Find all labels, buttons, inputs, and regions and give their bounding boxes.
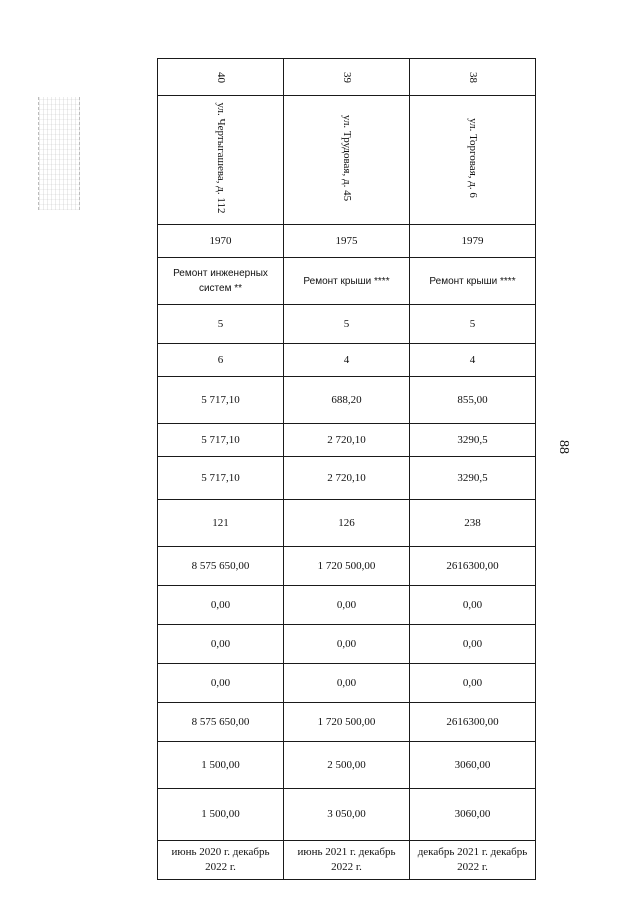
table-cell: 8 575 650,00 [158, 547, 284, 586]
table-cell: 4 [284, 344, 410, 377]
table-cell: 4 [410, 344, 536, 377]
table-cell: 0,00 [284, 664, 410, 703]
column-number-row [158, 59, 536, 96]
page-number: 88 [556, 440, 571, 454]
table-cell: 5 717,10 [158, 377, 284, 424]
table-cell: 5 [158, 305, 284, 344]
work-type-cell: Ремонт инженерных систем ** [158, 258, 284, 305]
table-row [158, 344, 536, 377]
column-number: 40 [215, 71, 227, 83]
table-cell: 1 720 500,00 [284, 547, 410, 586]
work-type-cell: Ремонт крыши **** [284, 258, 410, 305]
year-cell: 1979 [410, 225, 536, 258]
deadline-cell: декабрь 2021 г. декабрь 2022 г. [410, 841, 536, 880]
table-cell: 1 720 500,00 [284, 703, 410, 742]
scan-mark [38, 97, 80, 210]
year-cell: 1975 [284, 225, 410, 258]
table-cell: 0,00 [410, 586, 536, 625]
address-cell [284, 96, 410, 225]
table-row [158, 457, 536, 500]
address-cell [410, 96, 536, 225]
table-cell: 3 050,00 [284, 789, 410, 841]
table-row [158, 703, 536, 742]
table-cell: 0,00 [410, 625, 536, 664]
table-row [158, 500, 536, 547]
table-cell: 3290,5 [410, 457, 536, 500]
table-cell: 3060,00 [410, 789, 536, 841]
table-cell: 238 [410, 500, 536, 547]
table-row [158, 377, 536, 424]
address-cell [158, 96, 284, 225]
column-number: 38 [467, 71, 479, 83]
table-row [158, 742, 536, 789]
work-type-row [158, 258, 536, 305]
table-cell: 3060,00 [410, 742, 536, 789]
table-cell: 2 720,10 [284, 424, 410, 457]
table-row [158, 625, 536, 664]
table-cell: 2 500,00 [284, 742, 410, 789]
year-row [158, 225, 536, 258]
table-cell: 1 500,00 [158, 742, 284, 789]
table-cell: 2 720,10 [284, 457, 410, 500]
table-row [158, 789, 536, 841]
table-cell: 5 717,10 [158, 457, 284, 500]
table-cell: 8 575 650,00 [158, 703, 284, 742]
column-number-cell [410, 59, 536, 96]
address-row [158, 96, 536, 225]
deadline-cell: июнь 2020 г. декабрь 2022 г. [158, 841, 284, 880]
table-cell: 2616300,00 [410, 547, 536, 586]
table-cell: 3290,5 [410, 424, 536, 457]
table-row [158, 305, 536, 344]
table-cell: 5 717,10 [158, 424, 284, 457]
table-cell: 0,00 [158, 586, 284, 625]
address-text: ул. Торговая, д. 6 [466, 117, 479, 198]
table-cell: 0,00 [158, 625, 284, 664]
column-number-cell [158, 59, 284, 96]
table-row [158, 547, 536, 586]
table-cell: 0,00 [284, 625, 410, 664]
table-row [158, 664, 536, 703]
table-row [158, 424, 536, 457]
table-cell: 6 [158, 344, 284, 377]
table-cell: 5 [284, 305, 410, 344]
address-text: ул. Трудовая, д. 45 [340, 114, 353, 201]
table-cell: 126 [284, 500, 410, 547]
column-number-cell [284, 59, 410, 96]
table-cell: 1 500,00 [158, 789, 284, 841]
work-type-cell: Ремонт крыши **** [410, 258, 536, 305]
table-cell: 0,00 [158, 664, 284, 703]
table-row [158, 586, 536, 625]
column-number: 39 [341, 71, 353, 83]
address-text: ул. Чертыгашева, д. 112 [214, 102, 227, 213]
table-cell: 0,00 [284, 586, 410, 625]
deadline-cell: июнь 2021 г. декабрь 2022 г. [284, 841, 410, 880]
deadline-row [158, 841, 536, 880]
document-table [157, 58, 536, 880]
table-cell: 121 [158, 500, 284, 547]
table-cell: 855,00 [410, 377, 536, 424]
table-cell: 5 [410, 305, 536, 344]
table-cell: 2616300,00 [410, 703, 536, 742]
table-cell: 0,00 [410, 664, 536, 703]
year-cell: 1970 [158, 225, 284, 258]
table-cell: 688,20 [284, 377, 410, 424]
